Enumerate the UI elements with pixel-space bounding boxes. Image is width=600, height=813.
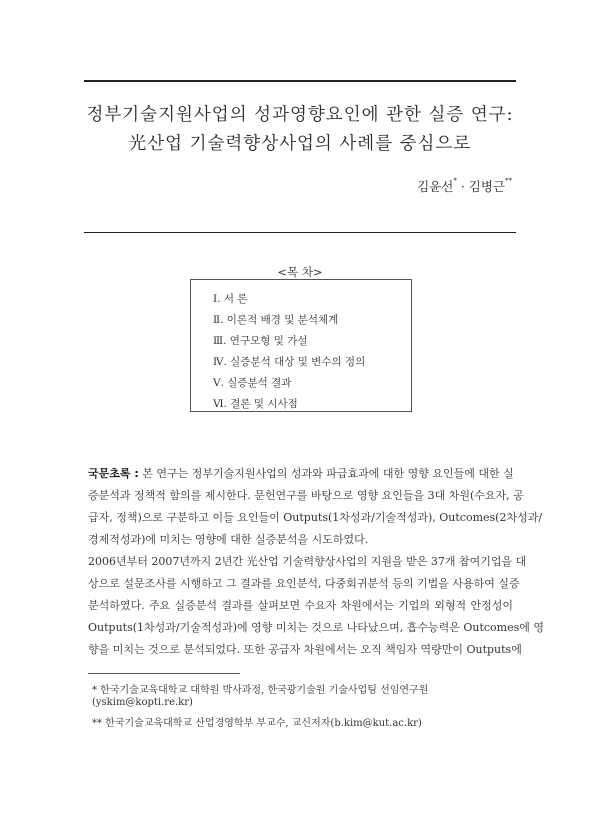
paper-title-line-1: 정부기술지원사업의 성과영향요인에 관한 실증 연구:: [86, 105, 514, 125]
abstract-line-5: 2006년부터 2007년까지 2년간 光산업 기술력향상사업의 지원을 받은 37개 참여기업을 대: [88, 555, 527, 568]
author-list: [417, 177, 512, 195]
toc-item-4: Ⅳ. 실증분석 대상 및 변수의 정의: [213, 356, 366, 368]
abstract-line-7: 분석하였다. 주요 실증분석 결과를 살펴보면 수요자 차원에서는 기업의 외형적 안정성이: [88, 599, 513, 612]
toc-item-6: Ⅵ. 결론 및 시사점: [213, 398, 298, 410]
toc-item-5: Ⅴ. 실증분석 결과: [213, 377, 292, 389]
footnote-rule: [88, 673, 240, 674]
abstract-line-3: 급자, 정책)으로 구분하고 이들 요인들이 Outputs(1차성과/기술적성과), Outcomes(2차성과/: [88, 511, 543, 524]
top-rule: [84, 80, 516, 82]
author-1-name: 김윤선: [417, 179, 454, 194]
toc-heading: <목 차>: [0, 264, 600, 280]
header-bottom-rule: [84, 232, 516, 233]
footnote-2: ** 한국기술교육대학교 산업경영학부 부교수, 교신저자(b.kim@kut.ac.kr): [92, 718, 422, 729]
author-separator: ·: [456, 179, 469, 194]
abstract-line-6: 상으로 설문조사를 시행하고 그 결과를 요인분석, 다중회귀분석 등의 기법을 사용하여 실증: [88, 577, 520, 590]
footnote-1-email: (yskim@kopti.re.kr): [92, 697, 193, 708]
abstract-line-1: 국문초록 : 본 연구는 정부기술지원사업의 성과와 파급효과에 대한 영향 요인들에 대한 실: [88, 467, 514, 480]
toc-item-1: Ⅰ. 서 론: [213, 293, 248, 305]
toc-item-3: Ⅲ. 연구모형 및 가설: [213, 335, 308, 347]
abstract-line-2: 증분석과 정책적 함의를 제시한다. 문헌연구를 바탕으로 영향 요인들을 3대 차원(수요자, 공: [88, 489, 524, 502]
author-2-mark: **: [505, 177, 512, 185]
toc-item-2: Ⅱ. 이론적 배경 및 분석체계: [213, 314, 339, 326]
footnote-1: * 한국기술교육대학교 대학원 박사과정, 한국광기술원 기술사업팀 선임연구원: [92, 685, 429, 696]
paper-title-line-2: 光산업 기술력향상사업의 사례를 중심으로: [128, 134, 472, 154]
abstract-line-9: 향을 미치는 것으로 분석되었다. 또한 공급자 차원에서는 오직 책임자 역량만이 Outputs에: [88, 643, 522, 656]
author-2-name: 김병근: [468, 179, 505, 194]
author-1-mark: *: [453, 177, 457, 185]
abstract-label: 국문초록 :: [88, 467, 139, 480]
abstract-line-4: 경제적성과)에 미치는 영향에 대한 실증분석을 시도하였다.: [88, 533, 369, 546]
abstract-line-8: Outputs(1차성과/기술적성과)에 영향 미치는 것으로 나타났으며, 흡수능력은 Outcomes에 영: [88, 621, 545, 634]
